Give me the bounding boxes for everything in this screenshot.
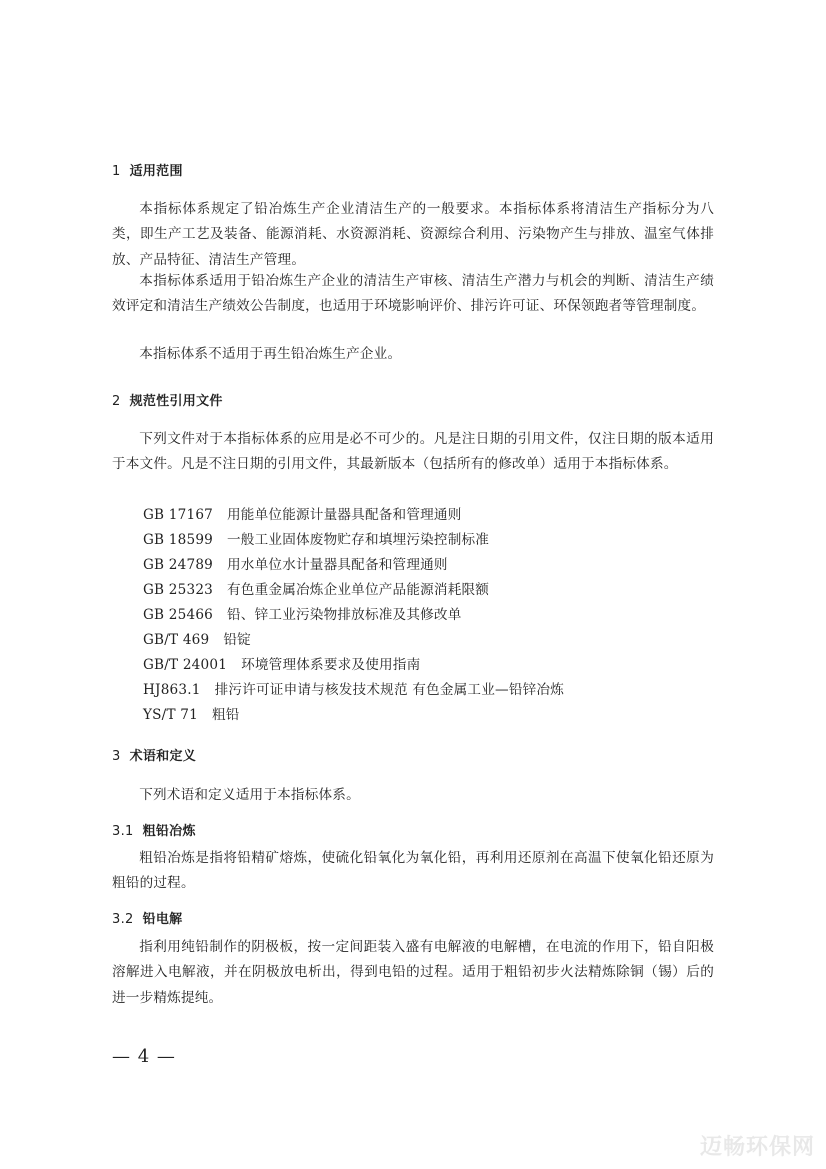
reference-item: HJ863.1 排污许可证申请与核发技术规范 有色金属工业—铅锌冶炼 <box>143 682 564 698</box>
watermark: 迈畅环保网 <box>700 1135 816 1160</box>
reference-item: GB 25323 有色重金属冶炼企业单位产品能源消耗限额 <box>143 582 490 598</box>
subsection-3-1-paragraph: 粗铅冶炼是指将铅精矿熔炼，使硫化铅氧化为氧化铅，再利用还原剂在高温下使氧化铅还原为粗铅的过程。 <box>112 850 714 892</box>
subsection-3-1-title: 粗铅冶炼 <box>142 824 196 839</box>
section-1-heading: 1 适用范围 <box>112 164 183 179</box>
section-3-title: 术语和定义 <box>129 749 197 764</box>
reference-item: YS/T 71 粗铅 <box>143 707 240 723</box>
section-3-paragraph-1: 下列术语和定义适用于本指标体系。 <box>139 787 360 803</box>
subsection-3-2-heading: 3.2 铅电解 <box>112 912 183 927</box>
subsection-3-2-title: 铅电解 <box>142 912 183 927</box>
reference-item: GB/T 469 铅锭 <box>143 632 251 648</box>
reference-item: GB 24789 用水单位水计量器具配备和管理通则 <box>143 557 448 573</box>
reference-item: GB 17167 用能单位能源计量器具配备和管理通则 <box>143 507 462 523</box>
page-number: — 4 — <box>112 1046 176 1067</box>
section-2-heading: 2 规范性引用文件 <box>112 394 223 409</box>
section-3-heading: 3 术语和定义 <box>112 749 197 764</box>
reference-item: GB 25466 铅、锌工业污染物排放标准及其修改单 <box>143 607 462 623</box>
section-2-paragraph-1: 下列文件对于本指标体系的应用是必不可少的。凡是注日期的引用文件，仅注日期的版本适用于本文件。凡是不注日期的引用文件，其最新版本（包括所有的修改单）适用于本指标体系。 <box>112 431 714 473</box>
section-2-title: 规范性引用文件 <box>129 394 223 409</box>
section-1-paragraph-1: 本指标体系规定了铅冶炼生产企业清洁生产的一般要求。本指标体系将清洁生产指标分为八类，即生产工艺及装备、能源消耗、水资源消耗、资源综合利用、污染物产生与排放、温室气体排放、产品特征、清洁生产管理。 <box>112 201 714 268</box>
section-1-paragraph-2: 本指标体系适用于铅冶炼生产企业的清洁生产审核、清洁生产潜力与机会的判断、清洁生产绩效评定和清洁生产绩效公告制度，也适用于环境影响评价、排污许可证、环保领跑者等管理制度。 <box>112 273 714 315</box>
section-1-paragraph-3: 本指标体系不适用于再生铅冶炼生产企业。 <box>139 346 402 362</box>
subsection-3-2-paragraph: 指利用纯铅制作的阴极板，按一定间距装入盛有电解液的电解槽，在电流的作用下，铅自阳极溶解进入电解液，并在阴极放电析出，得到电铅的过程。适用于粗铅初步火法精炼除铜（锡）后的进一步精炼提纯。 <box>112 939 714 1006</box>
reference-item: GB/T 24001 环境管理体系要求及使用指南 <box>143 657 421 673</box>
subsection-3-1-heading: 3.1 粗铅冶炼 <box>112 824 196 839</box>
reference-item: GB 18599 一般工业固体废物贮存和填埋污染控制标准 <box>143 532 490 548</box>
section-1-title: 适用范围 <box>129 164 183 179</box>
